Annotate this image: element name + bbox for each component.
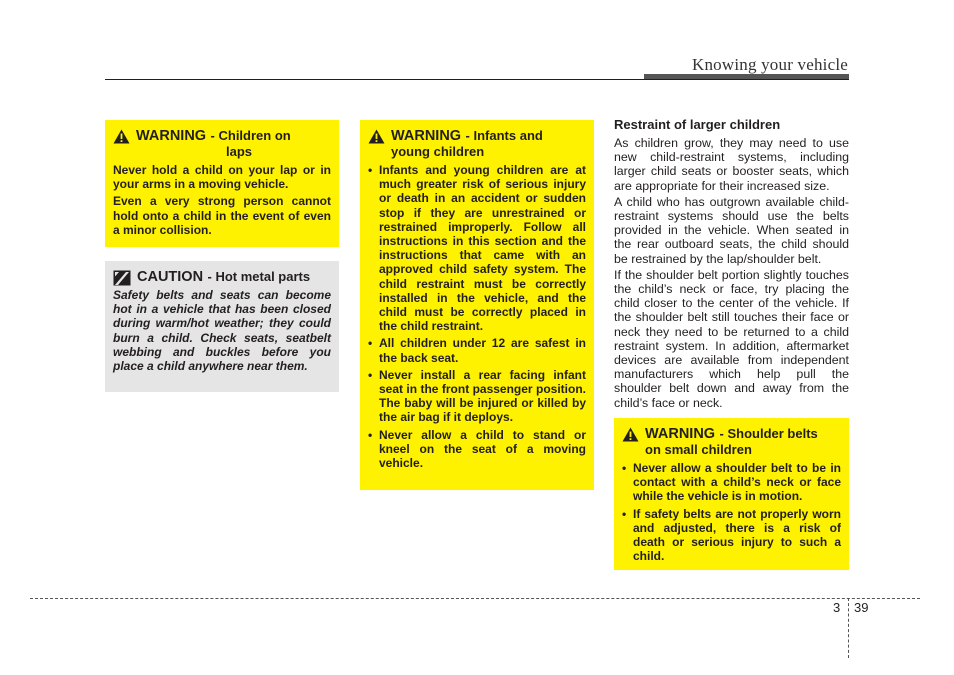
header-title: Knowing your vehicle	[691, 55, 848, 74]
warning-subtitle-line2: young children	[391, 144, 485, 159]
caution-hot-metal-box	[105, 261, 339, 392]
caution-header	[113, 269, 331, 286]
warning-triangle-icon	[368, 129, 385, 144]
warning-children-on-laps-box	[105, 120, 339, 247]
caution-subtitle: - Hot metal parts	[207, 269, 311, 284]
warning-paragraph: Never hold a child on your lap or in your arms in a moving vehicle.	[113, 163, 331, 192]
caution-slash-icon	[113, 270, 131, 286]
warning-triangle-icon	[622, 427, 639, 442]
chapter-number: 3	[833, 600, 841, 615]
warning-label: WARNING	[136, 128, 207, 144]
warning-subtitle-line2: laps	[226, 144, 253, 159]
warning-bullet-list	[368, 163, 586, 470]
warning-bullet-list	[622, 461, 841, 563]
body-paragraph: A child who has outgrown available child-restraint systems should use the belts provided in the vehicle. When seated in the rear outboard seats, the child should be restrained by the lap/shoulder belt.	[614, 194, 849, 266]
warning-label: WARNING	[391, 128, 462, 144]
page-number: 39	[854, 600, 869, 615]
footer-divider	[848, 598, 849, 658]
warning-bullet: • Never allow a shoulder belt to be in contact with a child’s neck or face while the vehicle is in motion.	[622, 461, 841, 504]
warning-infants-box	[360, 120, 594, 490]
warning-paragraph: Even a very strong person cannot hold onto a child in the event of even a minor collision.	[113, 194, 331, 237]
caution-label: CAUTION	[137, 269, 204, 285]
header-rule	[105, 79, 849, 80]
warning-bullet: • Infants and young children are at much greater risk of serious injury or death in an accident or sudden stop if they are unrestrained or restrained improperly. Follow all instructions in this section and the instructions that came with an approved child safety system. The child restraint must be correctly installed in the vehicle, and the child must be correctly placed in the child restraint.	[368, 163, 586, 333]
body-paragraph: As children grow, they may need to use new child-restraint systems, including larger child seats or booster seats, which are appropriate for their increased size.	[614, 136, 849, 193]
caution-paragraph: Safety belts and seats can become hot in a vehicle that has been closed during warm/hot weather; they could burn a child. Check seats, seatbelt webbing and buckles before you place a child anywhere near them.	[113, 288, 331, 374]
warning-header	[368, 128, 586, 159]
warning-shoulder-belts-box	[614, 418, 849, 570]
warning-label: WARNING	[645, 426, 716, 442]
warning-subtitle: - Children on	[210, 128, 291, 143]
warning-bullet: • Never allow a child to stand or kneel on the seat of a moving vehicle.	[368, 428, 586, 471]
section-title: Restraint of larger children	[614, 117, 781, 132]
warning-header	[113, 128, 331, 159]
warning-triangle-icon	[113, 129, 130, 144]
warning-header	[622, 426, 841, 457]
warning-bullet: • Never install a rear facing infant seat in the front passenger position. The baby will be injured or killed by the air bag if it deploys.	[368, 368, 586, 425]
footer-rule	[30, 598, 920, 599]
warning-subtitle: - Shoulder belts	[719, 426, 818, 441]
warning-subtitle-line2: on small children	[645, 442, 752, 457]
warning-bullet: • If safety belts are not properly worn and adjusted, there is a risk of death or serious injury to such a child.	[622, 507, 841, 564]
warning-subtitle: - Infants and	[465, 128, 543, 143]
warning-bullet: • All children under 12 are safest in the back seat.	[368, 336, 586, 364]
body-paragraph: If the shoulder belt portion slightly touches the child’s neck or face, try placing the child closer to the center of the vehicle. If the shoulder belt still touches their face or neck they need to be returned to a child restraint system. In addition, aftermarket devices are available from independent manufacturers which help pull the shoulder belt down and away from the child’s face or neck.	[614, 267, 849, 410]
section-body	[614, 136, 849, 412]
